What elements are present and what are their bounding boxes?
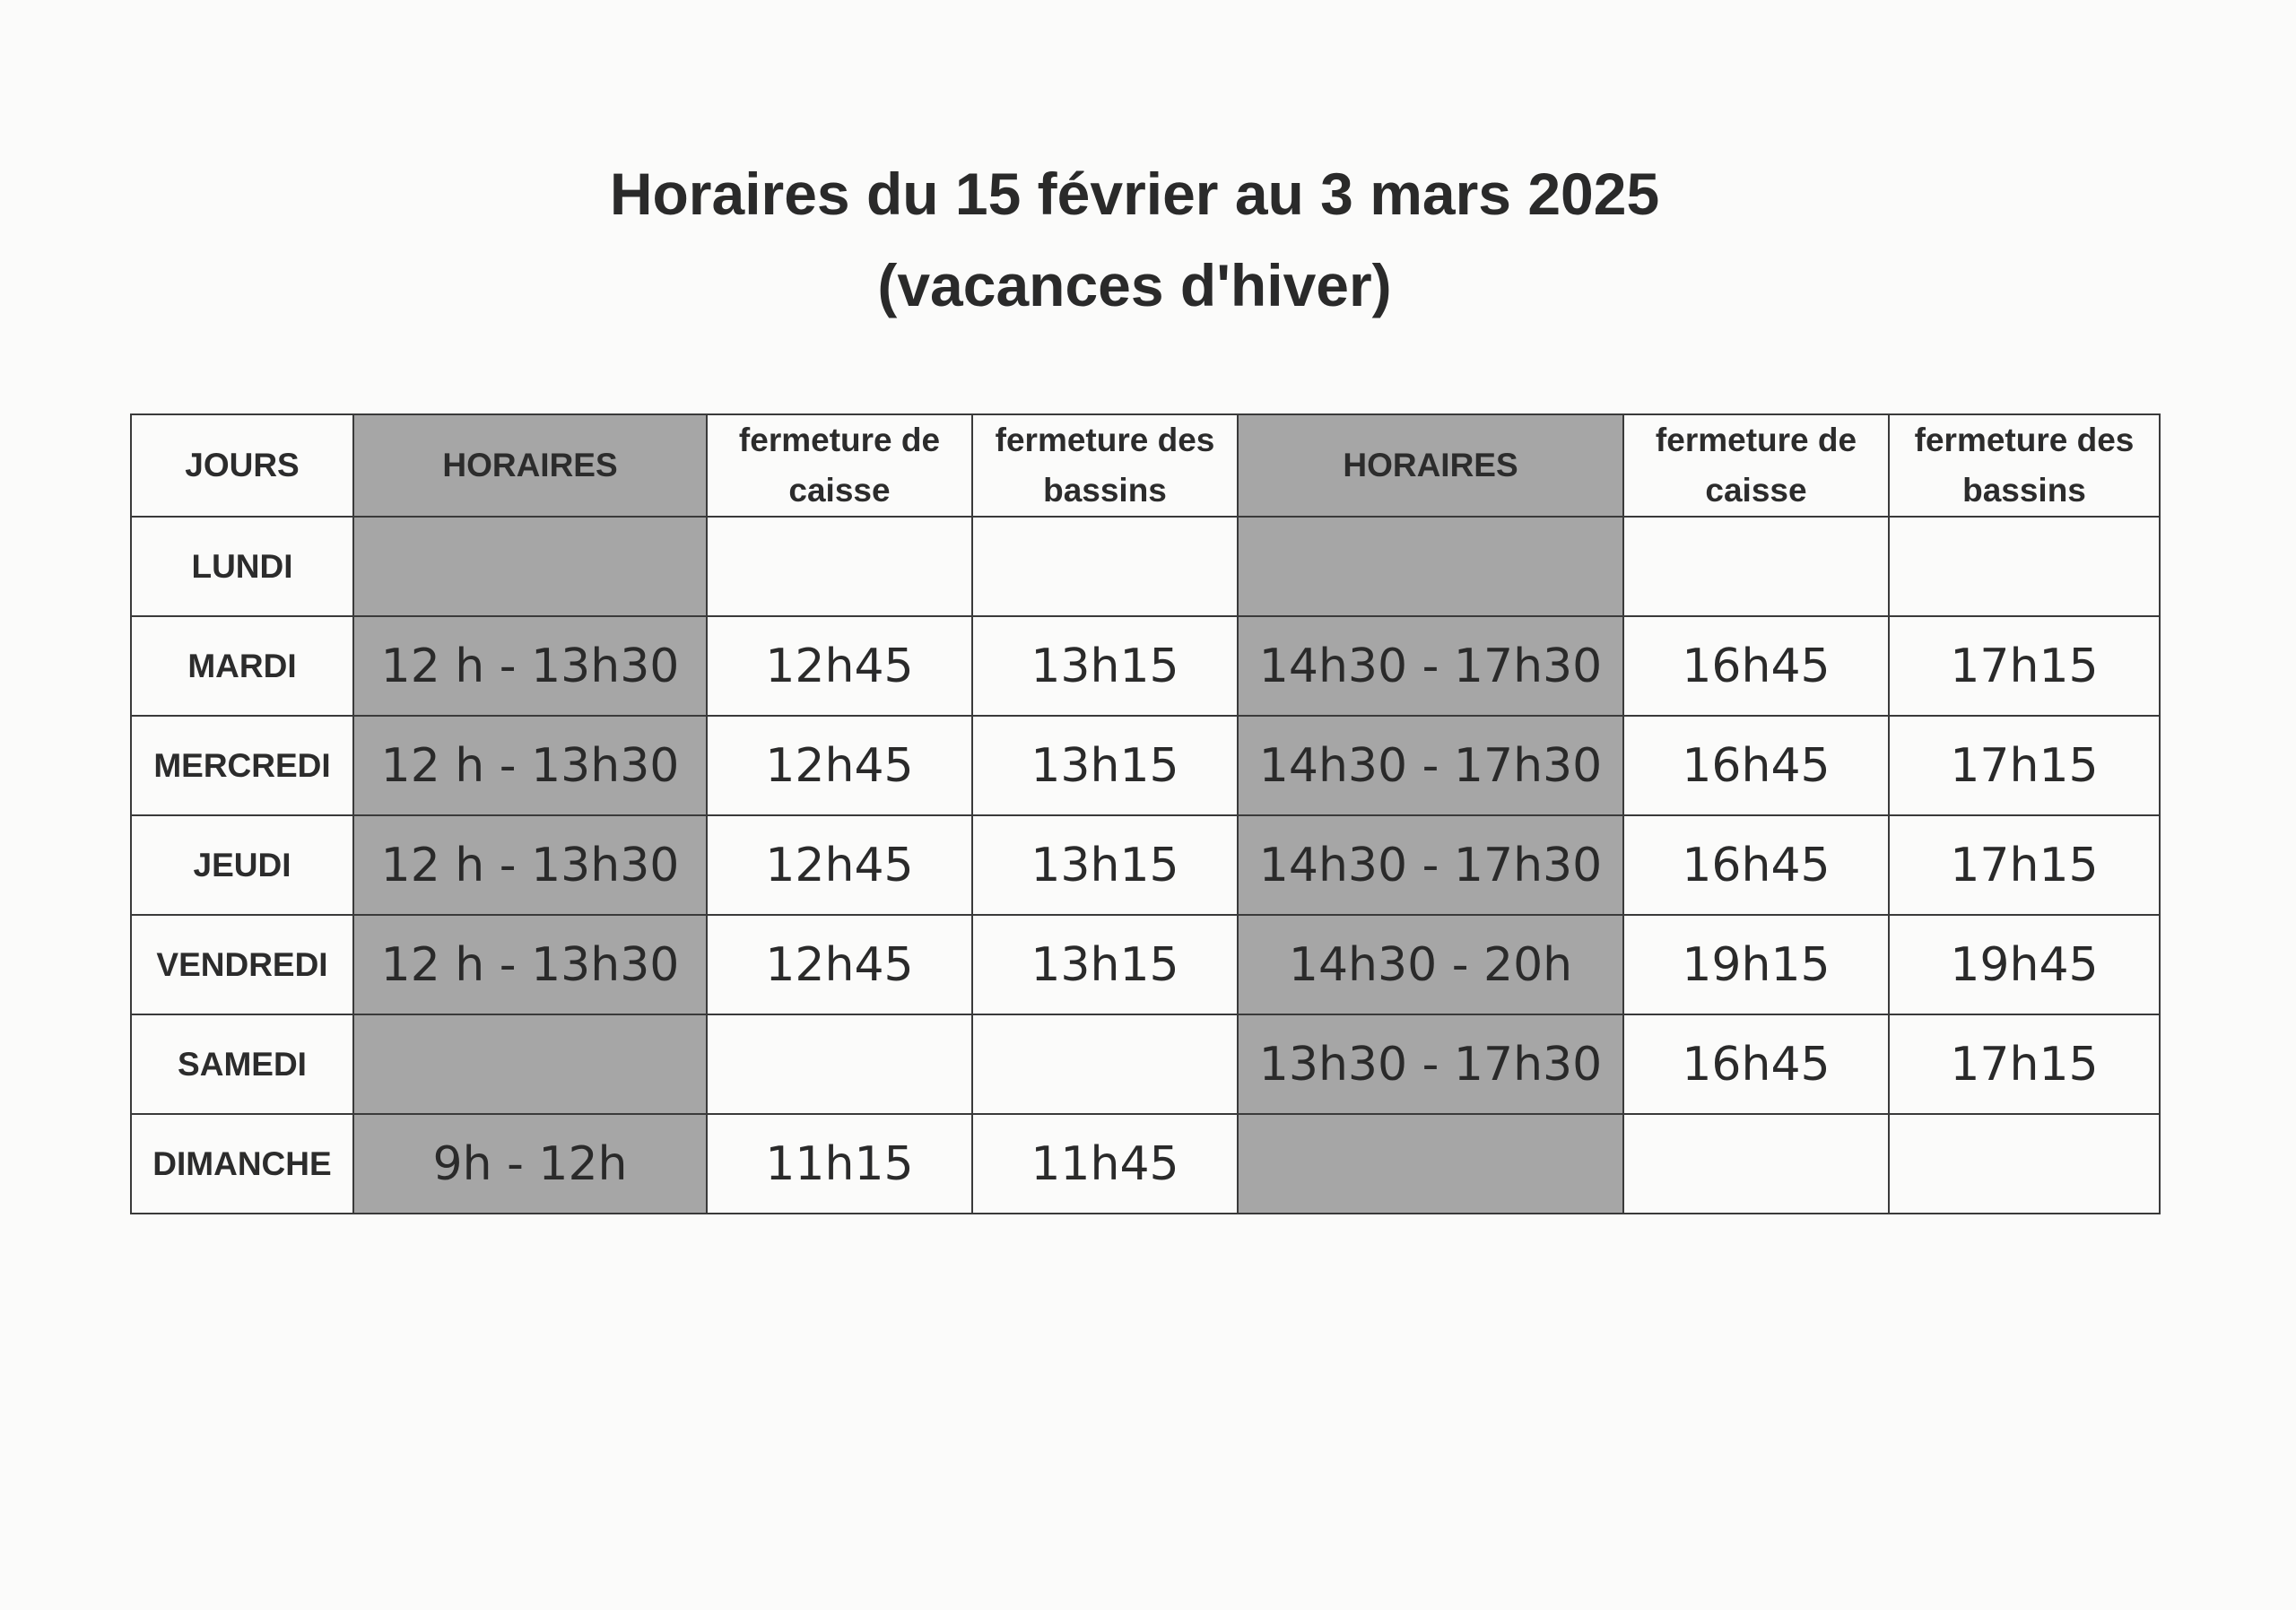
midday-pool-closing [972,1014,1238,1114]
afternoon-hours: 14h30 - 17h30 [1238,815,1623,915]
afternoon-hours: 13h30 - 17h30 [1238,1014,1623,1114]
header-jours: JOURS [131,414,353,517]
afternoon-cash-closing: 16h45 [1623,716,1889,815]
header-fermeture-caisse-midday: fermeture de caisse [707,414,972,517]
header-row [131,414,2160,517]
midday-cash-closing: 11h15 [707,1114,972,1214]
midday-pool-closing [972,517,1238,616]
page-title [0,148,2269,331]
midday-pool-closing: 11h45 [972,1114,1238,1214]
afternoon-cash-closing [1623,1114,1889,1214]
afternoon-pool-closing [1889,517,2160,616]
schedule-table [130,413,2161,1214]
afternoon-pool-closing [1889,1114,2160,1214]
afternoon-hours [1238,517,1623,616]
midday-cash-closing: 12h45 [707,716,972,815]
midday-pool-closing: 13h15 [972,616,1238,716]
afternoon-pool-closing: 17h15 [1889,716,2160,815]
afternoon-hours: 14h30 - 20h [1238,915,1623,1014]
table-row [131,1114,2160,1214]
midday-cash-closing: 12h45 [707,815,972,915]
header-horaires-midday: HORAIRES [353,414,707,517]
header-fermeture-bassins-afternoon: fermeture des bassins [1889,414,2160,517]
afternoon-pool-closing: 19h45 [1889,915,2160,1014]
midday-cash-closing [707,517,972,616]
day-label: MERCREDI [131,716,353,815]
midday-cash-closing: 12h45 [707,915,972,1014]
title-line-2: (vacances d'hiver) [877,252,1392,318]
day-label: JEUDI [131,815,353,915]
header-fermeture-caisse-afternoon: fermeture de caisse [1623,414,1889,517]
day-label: DIMANCHE [131,1114,353,1214]
afternoon-cash-closing: 16h45 [1623,1014,1889,1114]
midday-hours: 12 h - 13h30 [353,915,707,1014]
afternoon-hours: 14h30 - 17h30 [1238,716,1623,815]
day-label: VENDREDI [131,915,353,1014]
title-line-1: Horaires du 15 février au 3 mars 2025 [609,161,1660,227]
table-row [131,517,2160,616]
midday-pool-closing: 13h15 [972,716,1238,815]
midday-cash-closing [707,1014,972,1114]
midday-cash-closing: 12h45 [707,616,972,716]
afternoon-hours: 14h30 - 17h30 [1238,616,1623,716]
midday-pool-closing: 13h15 [972,915,1238,1014]
afternoon-cash-closing [1623,517,1889,616]
midday-hours: 12 h - 13h30 [353,616,707,716]
midday-hours: 12 h - 13h30 [353,815,707,915]
header-horaires-afternoon: HORAIRES [1238,414,1623,517]
midday-hours [353,517,707,616]
day-label: SAMEDI [131,1014,353,1114]
afternoon-cash-closing: 16h45 [1623,815,1889,915]
table-row [131,915,2160,1014]
midday-hours: 9h - 12h [353,1114,707,1214]
midday-hours [353,1014,707,1114]
midday-hours: 12 h - 13h30 [353,716,707,815]
afternoon-pool-closing: 17h15 [1889,616,2160,716]
afternoon-pool-closing: 17h15 [1889,815,2160,915]
afternoon-hours [1238,1114,1623,1214]
day-label: MARDI [131,616,353,716]
table-row [131,616,2160,716]
table-row [131,1014,2160,1114]
table-row [131,716,2160,815]
afternoon-cash-closing: 16h45 [1623,616,1889,716]
midday-pool-closing: 13h15 [972,815,1238,915]
afternoon-pool-closing: 17h15 [1889,1014,2160,1114]
afternoon-cash-closing: 19h15 [1623,915,1889,1014]
header-fermeture-bassins-midday: fermeture des bassins [972,414,1238,517]
day-label: LUNDI [131,517,353,616]
table-row [131,815,2160,915]
